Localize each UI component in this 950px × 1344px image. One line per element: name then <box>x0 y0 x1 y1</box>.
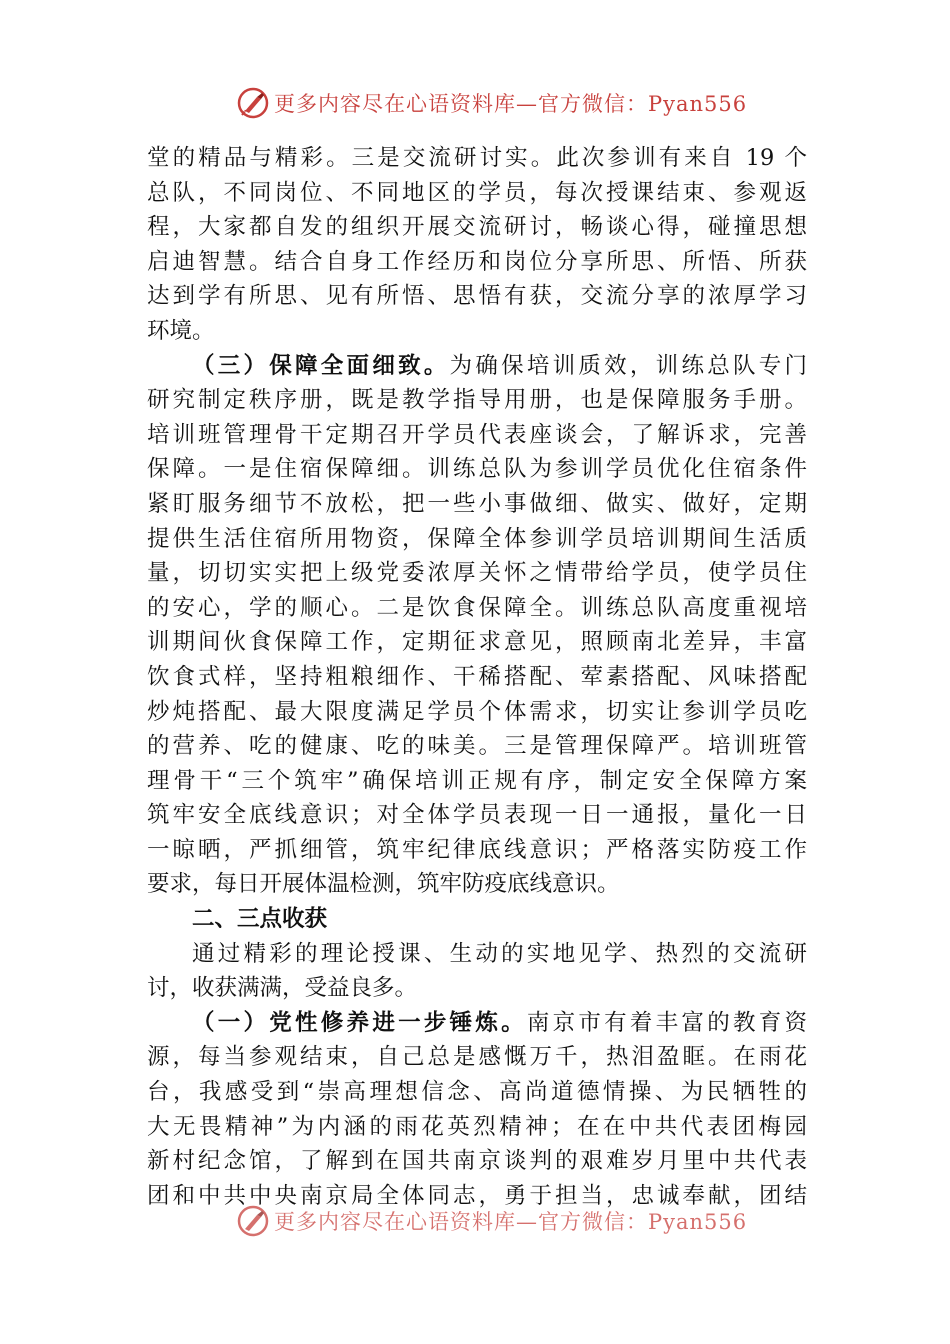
text-line: 堂的精品与精彩。三是交流研讨实。此次参训有来自 19 个 <box>147 145 807 171</box>
section-lead-rest: 为确保培训质效，训练总队专门 <box>449 352 807 379</box>
text-line: 培训班管理骨干定期召开学员代表座谈会，了解诉求，完善 <box>147 421 807 448</box>
paragraph-first-line: 通过精彩的理论授课、生动的实地见学、热烈的交流研 <box>192 940 807 967</box>
text-line: 筑牢安全底线意识；对全体学员表现一日一通报，量化一日 <box>147 802 807 829</box>
watermark-text: 更多内容尽在心语资料库—官方微信：Pyan556 <box>274 92 748 116</box>
paragraph-first-line <box>147 1006 807 1041</box>
section-lead: （一）党性修养进一步锤炼。 <box>192 1009 527 1036</box>
text-line: 提供生活住宿所用物资，保障全体参训学员培训期间生活质 <box>147 525 807 552</box>
text-line: 总队，不同岗位、不同地区的学员，每次授课结束、参观返 <box>147 179 807 206</box>
text-line: 大无畏精神”为内涵的雨花英烈精神；在在中共代表团梅园 <box>147 1113 807 1140</box>
text-line: 保障。一是住宿保障细。训练总队为参训学员优化住宿条件 <box>147 456 807 483</box>
text-line: 的营养、吃的健康、吃的味美。三是管理保障严。培训班管 <box>147 733 807 760</box>
paragraph-first-line <box>147 349 807 384</box>
text-line: 量，切切实实把上级党委浓厚关怀之情带给学员，使学员住 <box>147 560 807 587</box>
section-lead: （三）保障全面细致。 <box>192 352 450 379</box>
text-line: 团和中共中央南京局全体同志，勇于担当，忠诚奉献，团结 <box>147 1182 807 1209</box>
fountain-pen-logo-icon <box>236 1204 270 1238</box>
text-line: 讨，收获满满，受益良多。 <box>147 975 418 1002</box>
section-heading: 二、三点收获 <box>192 906 328 933</box>
text-line: 紧盯服务细节不放松，把一些小事做细、做实、做好，定期 <box>147 490 807 517</box>
text-line: 启迪智慧。结合自身工作经历和岗位分享所思、所悟、所获 <box>147 248 807 275</box>
fountain-pen-logo-icon <box>236 86 270 120</box>
text-line: 饮食式样，坚持粗粮细作、干稀搭配、荤素搭配、风味搭配 <box>147 663 807 690</box>
watermark-text: 更多内容尽在心语资料库—官方微信：Pyan556 <box>274 1210 748 1234</box>
text-line: 环境。 <box>147 317 215 344</box>
section-lead-rest: 南京市有着丰富的教育资 <box>526 1009 807 1036</box>
text-line: 炒炖搭配、最大限度满足学员个体需求，切实让参训学员吃 <box>147 698 807 725</box>
watermark-header <box>236 86 747 120</box>
watermark-footer <box>236 1204 747 1238</box>
text-line: 要求，每日开展体温检测，筑牢防疫底线意识。 <box>147 871 620 898</box>
text-line: 训期间伙食保障工作，定期征求意见，照顾南北差异，丰富 <box>147 629 807 656</box>
body-text <box>147 141 807 1213</box>
text-line: 台，我感受到“崇高理想信念、高尚道德情操、为民牺牲的 <box>147 1079 807 1106</box>
text-line: 新村纪念馆，了解到在国共南京谈判的艰难岁月里中共代表 <box>147 1148 807 1175</box>
text-line: 的安心，学的顺心。二是饮食保障全。训练总队高度重视培 <box>147 594 807 621</box>
text-line: 理骨干“三个筑牢”确保培训正规有序，制定安全保障方案 <box>147 767 807 794</box>
text-line: 程，大家都自发的组织开展交流研讨，畅谈心得，碰撞思想 <box>147 214 807 241</box>
text-line: 源，每当参观结束，自己总是感慨万千，热泪盈眶。在雨花 <box>147 1044 807 1071</box>
text-line: 达到学有所思、见有所悟、思悟有获，交流分享的浓厚学习 <box>147 283 807 310</box>
text-line: 研究制定秩序册，既是教学指导用册，也是保障服务手册。 <box>147 387 807 414</box>
text-line: 一晾晒，严抓细管，筑牢纪律底线意识；严格落实防疫工作 <box>147 836 807 863</box>
